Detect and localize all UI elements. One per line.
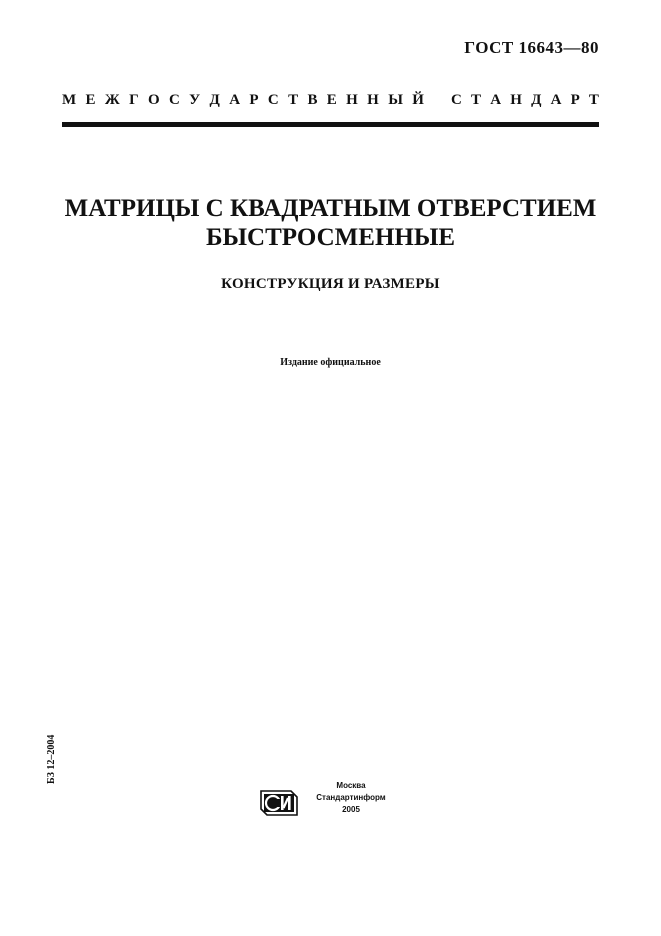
standartinform-logo-icon <box>259 787 299 817</box>
letter: Й <box>412 92 424 108</box>
letter: Д <box>209 92 220 108</box>
letter: Т <box>288 92 299 108</box>
letter: Р <box>570 92 580 108</box>
publisher-name: Стандартинформ <box>316 793 386 802</box>
letter: С <box>451 92 462 108</box>
header-divider <box>62 122 599 127</box>
document-title-line-2: БЫСТРОСМЕННЫЕ <box>205 224 456 251</box>
letter: Ы <box>388 92 403 108</box>
letter: Р <box>249 92 259 108</box>
gost-number: ГОСТ 16643—80 <box>464 38 599 57</box>
publisher-info <box>306 780 396 816</box>
letter: Ж <box>104 92 120 108</box>
letter: Н <box>510 92 522 108</box>
document-title-line-1: МАТРИЦЫ С КВАДРАТНЫМ ОТВЕРСТИЕМ <box>64 195 597 222</box>
letter: О <box>147 92 160 108</box>
letter: Д <box>531 92 542 108</box>
publisher-city: Москва <box>336 781 366 790</box>
letter: Е <box>85 92 96 108</box>
letter: Н <box>346 92 358 108</box>
document-subtitle: КОНСТРУКЦИЯ И РАЗМЕРЫ <box>221 276 440 292</box>
document-title <box>0 194 661 252</box>
letter: Т <box>588 92 599 108</box>
letter: Г <box>129 92 139 108</box>
letter: С <box>168 92 180 108</box>
edition-note: Издание официальное <box>280 357 381 368</box>
publisher-year: 2005 <box>342 805 360 814</box>
letter: В <box>307 92 318 108</box>
standard-type-word-2 <box>451 92 599 109</box>
letter: А <box>550 92 562 108</box>
letter: С <box>267 92 279 108</box>
letter: Т <box>471 92 482 108</box>
letter: Н <box>367 92 379 108</box>
letter: А <box>229 92 241 108</box>
standard-type-word-1 <box>62 92 424 109</box>
letter: Е <box>326 92 337 108</box>
letter: У <box>189 92 201 108</box>
letter: А <box>490 92 502 108</box>
letter: М <box>62 92 77 108</box>
standard-type-heading <box>62 92 599 109</box>
catalog-code: БЗ 12–2004 <box>46 734 57 784</box>
